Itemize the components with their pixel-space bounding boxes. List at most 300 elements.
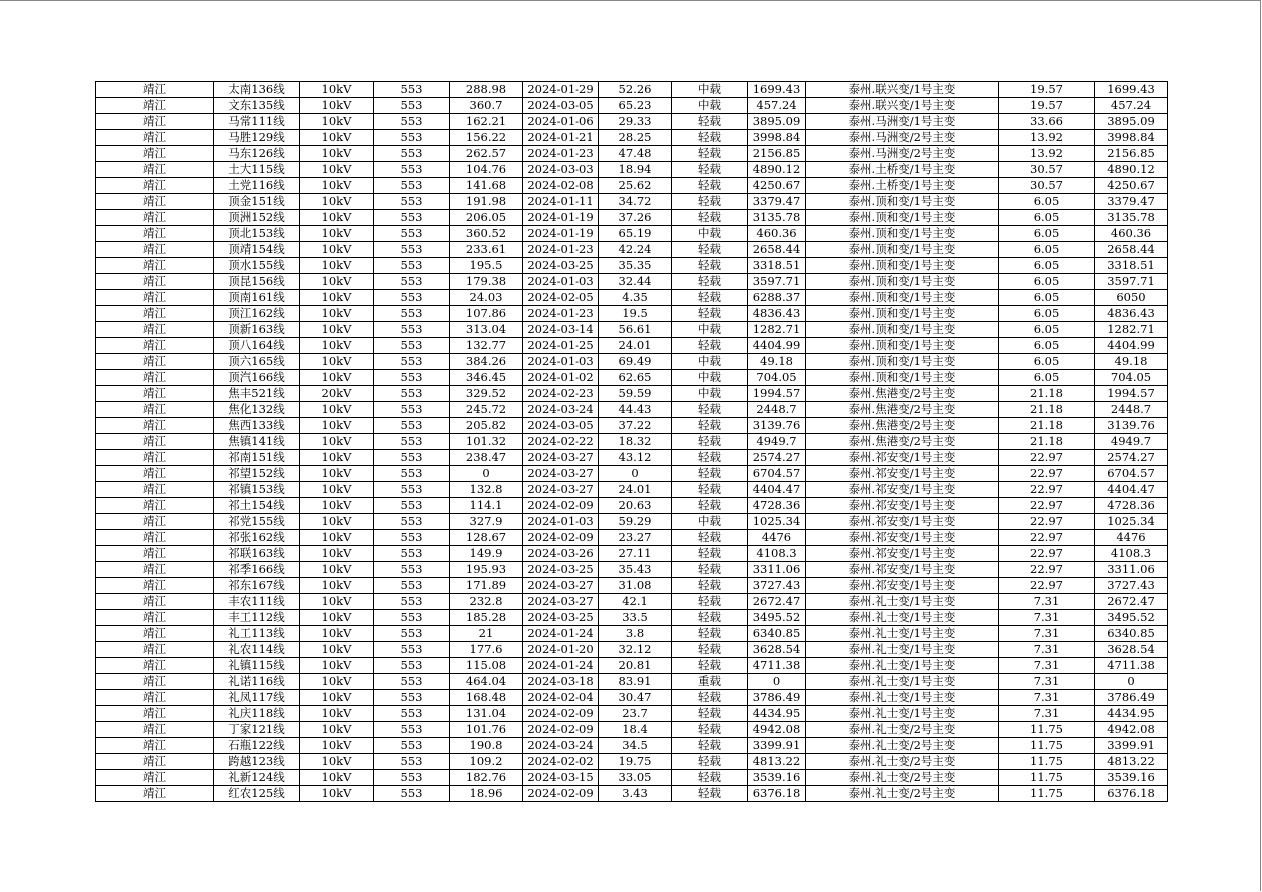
capacity-cell: 3379.47	[748, 194, 806, 210]
load-status-cell: 轻载	[672, 770, 748, 786]
transformer-cell: 泰州.顶和变/1号主变	[806, 226, 999, 242]
capacity-cell: 4108.3	[748, 546, 806, 562]
voltage-cell: 10kV	[300, 770, 374, 786]
col-553-cell: 553	[374, 162, 450, 178]
date-cell: 2024-01-03	[523, 514, 599, 530]
voltage-cell: 10kV	[300, 274, 374, 290]
transformer-cell: 泰州.联兴变/1号主变	[806, 98, 999, 114]
capacity-cell: 3895.09	[748, 114, 806, 130]
capacity-cell: 3399.91	[748, 738, 806, 754]
transformer-rate-cell: 6.05	[999, 274, 1095, 290]
district-cell: 靖江	[96, 114, 214, 130]
voltage-cell: 10kV	[300, 482, 374, 498]
voltage-cell: 10kV	[300, 546, 374, 562]
line-name-cell: 礼庆118线	[214, 706, 300, 722]
load-cell: 141.68	[450, 178, 523, 194]
district-cell: 靖江	[96, 386, 214, 402]
line-name-cell: 顶南161线	[214, 290, 300, 306]
col-553-cell: 553	[374, 642, 450, 658]
transformer-rate-cell: 7.31	[999, 626, 1095, 642]
date-cell: 2024-02-05	[523, 290, 599, 306]
col-553-cell: 553	[374, 130, 450, 146]
date-cell: 2024-02-09	[523, 722, 599, 738]
capacity-cell: 4813.22	[748, 754, 806, 770]
transformer-cell: 泰州.顶和变/1号主变	[806, 242, 999, 258]
capacity-cell: 4836.43	[748, 306, 806, 322]
district-cell: 靖江	[96, 626, 214, 642]
load-status-cell: 轻载	[672, 130, 748, 146]
voltage-cell: 10kV	[300, 642, 374, 658]
available-cell: 3139.76	[1095, 418, 1168, 434]
col-553-cell: 553	[374, 114, 450, 130]
transformer-rate-cell: 6.05	[999, 258, 1095, 274]
transformer-rate-cell: 30.57	[999, 178, 1095, 194]
voltage-cell: 10kV	[300, 610, 374, 626]
line-name-cell: 焦化132线	[214, 402, 300, 418]
date-cell: 2024-03-25	[523, 562, 599, 578]
voltage-cell: 10kV	[300, 338, 374, 354]
district-cell: 靖江	[96, 690, 214, 706]
district-cell: 靖江	[96, 274, 214, 290]
load-rate-cell: 59.29	[599, 514, 672, 530]
col-553-cell: 553	[374, 98, 450, 114]
transformer-cell: 泰州.顶和变/1号主变	[806, 370, 999, 386]
transformer-cell: 泰州.礼士变/1号主变	[806, 642, 999, 658]
district-cell: 靖江	[96, 706, 214, 722]
load-rate-cell: 27.11	[599, 546, 672, 562]
date-cell: 2024-02-23	[523, 386, 599, 402]
available-cell: 4949.7	[1095, 434, 1168, 450]
district-cell: 靖江	[96, 450, 214, 466]
voltage-cell: 10kV	[300, 626, 374, 642]
line-name-cell: 祁土154线	[214, 498, 300, 514]
table-row	[96, 738, 1168, 754]
transformer-rate-cell: 6.05	[999, 354, 1095, 370]
district-cell: 靖江	[96, 194, 214, 210]
load-cell: 24.03	[450, 290, 523, 306]
voltage-cell: 10kV	[300, 178, 374, 194]
date-cell: 2024-02-22	[523, 434, 599, 450]
load-status-cell: 轻载	[672, 610, 748, 626]
col-553-cell: 553	[374, 498, 450, 514]
voltage-cell: 10kV	[300, 418, 374, 434]
line-name-cell: 顶水155线	[214, 258, 300, 274]
col-553-cell: 553	[374, 418, 450, 434]
table-row	[96, 146, 1168, 162]
col-553-cell: 553	[374, 722, 450, 738]
capacity-cell: 3786.49	[748, 690, 806, 706]
district-cell: 靖江	[96, 498, 214, 514]
voltage-cell: 10kV	[300, 258, 374, 274]
transformer-rate-cell: 7.31	[999, 674, 1095, 690]
transformer-rate-cell: 19.57	[999, 82, 1095, 98]
load-rate-cell: 62.65	[599, 370, 672, 386]
capacity-cell: 4404.47	[748, 482, 806, 498]
load-cell: 360.7	[450, 98, 523, 114]
load-status-cell: 轻载	[672, 594, 748, 610]
load-cell: 162.21	[450, 114, 523, 130]
load-cell: 346.45	[450, 370, 523, 386]
table-row	[96, 226, 1168, 242]
load-status-cell: 轻载	[672, 482, 748, 498]
available-cell: 2672.47	[1095, 594, 1168, 610]
table-row	[96, 130, 1168, 146]
load-rate-cell: 56.61	[599, 322, 672, 338]
transformer-rate-cell: 21.18	[999, 386, 1095, 402]
load-rate-cell: 37.26	[599, 210, 672, 226]
district-cell: 靖江	[96, 290, 214, 306]
voltage-cell: 10kV	[300, 434, 374, 450]
load-rate-cell: 18.32	[599, 434, 672, 450]
col-553-cell: 553	[374, 178, 450, 194]
transformer-cell: 泰州.祁安变/1号主变	[806, 498, 999, 514]
transformer-rate-cell: 21.18	[999, 434, 1095, 450]
load-rate-cell: 3.43	[599, 786, 672, 802]
load-rate-cell: 34.5	[599, 738, 672, 754]
district-cell: 靖江	[96, 146, 214, 162]
load-status-cell: 中载	[672, 82, 748, 98]
voltage-cell: 10kV	[300, 402, 374, 418]
voltage-cell: 10kV	[300, 370, 374, 386]
load-status-cell: 轻载	[672, 722, 748, 738]
capacity-cell: 4949.7	[748, 434, 806, 450]
load-status-cell: 轻载	[672, 466, 748, 482]
load-cell: 21	[450, 626, 523, 642]
load-cell: 182.76	[450, 770, 523, 786]
transformer-rate-cell: 22.97	[999, 498, 1095, 514]
load-cell: 195.93	[450, 562, 523, 578]
load-rate-cell: 35.35	[599, 258, 672, 274]
table-row	[96, 322, 1168, 338]
voltage-cell: 10kV	[300, 706, 374, 722]
transformer-rate-cell: 21.18	[999, 402, 1095, 418]
voltage-cell: 10kV	[300, 114, 374, 130]
line-name-cell: 顶北153线	[214, 226, 300, 242]
transformer-rate-cell: 6.05	[999, 370, 1095, 386]
load-status-cell: 轻载	[672, 274, 748, 290]
capacity-cell: 1994.57	[748, 386, 806, 402]
available-cell: 3135.78	[1095, 210, 1168, 226]
transformer-rate-cell: 6.05	[999, 338, 1095, 354]
date-cell: 2024-01-20	[523, 642, 599, 658]
date-cell: 2024-03-25	[523, 258, 599, 274]
load-rate-cell: 47.48	[599, 146, 672, 162]
line-name-cell: 礼工113线	[214, 626, 300, 642]
available-cell: 2448.7	[1095, 402, 1168, 418]
available-cell: 4728.36	[1095, 498, 1168, 514]
transformer-rate-cell: 6.05	[999, 210, 1095, 226]
col-553-cell: 553	[374, 546, 450, 562]
capacity-cell: 2574.27	[748, 450, 806, 466]
transformer-rate-cell: 21.18	[999, 418, 1095, 434]
district-cell: 靖江	[96, 514, 214, 530]
date-cell: 2024-01-19	[523, 210, 599, 226]
date-cell: 2024-03-03	[523, 162, 599, 178]
load-rate-cell: 0	[599, 466, 672, 482]
load-status-cell: 轻载	[672, 706, 748, 722]
load-cell: 149.9	[450, 546, 523, 562]
transformer-cell: 泰州.马洲变/2号主变	[806, 146, 999, 162]
available-cell: 3597.71	[1095, 274, 1168, 290]
load-rate-cell: 31.08	[599, 578, 672, 594]
date-cell: 2024-01-23	[523, 306, 599, 322]
col-553-cell: 553	[374, 274, 450, 290]
load-status-cell: 轻载	[672, 786, 748, 802]
table-row	[96, 210, 1168, 226]
table-row	[96, 562, 1168, 578]
district-cell: 靖江	[96, 370, 214, 386]
transformer-cell: 泰州.顶和变/1号主变	[806, 354, 999, 370]
load-cell: 195.5	[450, 258, 523, 274]
district-cell: 靖江	[96, 354, 214, 370]
date-cell: 2024-03-27	[523, 466, 599, 482]
district-cell: 靖江	[96, 434, 214, 450]
load-cell: 156.22	[450, 130, 523, 146]
transformer-rate-cell: 7.31	[999, 706, 1095, 722]
date-cell: 2024-03-24	[523, 738, 599, 754]
line-name-cell: 丰农111线	[214, 594, 300, 610]
voltage-cell: 10kV	[300, 242, 374, 258]
col-553-cell: 553	[374, 738, 450, 754]
voltage-cell: 10kV	[300, 498, 374, 514]
capacity-cell: 4434.95	[748, 706, 806, 722]
load-cell: 177.6	[450, 642, 523, 658]
line-name-cell: 石瓶122线	[214, 738, 300, 754]
table-row	[96, 290, 1168, 306]
load-rate-cell: 65.23	[599, 98, 672, 114]
voltage-cell: 10kV	[300, 162, 374, 178]
transformer-rate-cell: 6.05	[999, 242, 1095, 258]
voltage-cell: 10kV	[300, 674, 374, 690]
transformer-rate-cell: 22.97	[999, 578, 1095, 594]
capacity-cell: 2672.47	[748, 594, 806, 610]
transformer-cell: 泰州.礼士变/2号主变	[806, 770, 999, 786]
date-cell: 2024-01-03	[523, 274, 599, 290]
transformer-cell: 泰州.礼士变/1号主变	[806, 658, 999, 674]
transformer-rate-cell: 11.75	[999, 770, 1095, 786]
load-rate-cell: 37.22	[599, 418, 672, 434]
date-cell: 2024-03-27	[523, 450, 599, 466]
line-name-cell: 丁家121线	[214, 722, 300, 738]
load-rate-cell: 52.26	[599, 82, 672, 98]
transformer-cell: 泰州.顶和变/1号主变	[806, 274, 999, 290]
load-cell: 262.57	[450, 146, 523, 162]
available-cell: 3379.47	[1095, 194, 1168, 210]
load-status-cell: 轻载	[672, 290, 748, 306]
district-cell: 靖江	[96, 210, 214, 226]
capacity-cell: 3311.06	[748, 562, 806, 578]
capacity-cell: 3727.43	[748, 578, 806, 594]
transformer-cell: 泰州.马洲变/2号主变	[806, 130, 999, 146]
load-rate-cell: 34.72	[599, 194, 672, 210]
available-cell: 3318.51	[1095, 258, 1168, 274]
district-cell: 靖江	[96, 738, 214, 754]
load-status-cell: 轻载	[672, 434, 748, 450]
date-cell: 2024-01-25	[523, 338, 599, 354]
line-name-cell: 祁望152线	[214, 466, 300, 482]
available-cell: 3495.52	[1095, 610, 1168, 626]
load-rate-cell: 4.35	[599, 290, 672, 306]
date-cell: 2024-02-09	[523, 706, 599, 722]
line-name-cell: 顶六165线	[214, 354, 300, 370]
load-cell: 313.04	[450, 322, 523, 338]
load-cell: 232.8	[450, 594, 523, 610]
table-row	[96, 178, 1168, 194]
line-name-cell: 丰工112线	[214, 610, 300, 626]
load-status-cell: 中载	[672, 226, 748, 242]
district-cell: 靖江	[96, 658, 214, 674]
load-cell: 327.9	[450, 514, 523, 530]
load-rate-cell: 18.94	[599, 162, 672, 178]
transformer-rate-cell: 7.31	[999, 594, 1095, 610]
load-status-cell: 轻载	[672, 450, 748, 466]
line-name-cell: 顶金151线	[214, 194, 300, 210]
capacity-cell: 4476	[748, 530, 806, 546]
transformer-cell: 泰州.祁安变/1号主变	[806, 450, 999, 466]
transformer-rate-cell: 22.97	[999, 546, 1095, 562]
date-cell: 2024-03-18	[523, 674, 599, 690]
date-cell: 2024-01-23	[523, 242, 599, 258]
transformer-rate-cell: 7.31	[999, 610, 1095, 626]
capacity-cell: 4711.38	[748, 658, 806, 674]
line-name-cell: 礼新124线	[214, 770, 300, 786]
col-553-cell: 553	[374, 658, 450, 674]
table-row	[96, 578, 1168, 594]
transformer-cell: 泰州.礼士变/2号主变	[806, 754, 999, 770]
line-name-cell: 顶昆156线	[214, 274, 300, 290]
date-cell: 2024-01-23	[523, 146, 599, 162]
load-cell: 101.32	[450, 434, 523, 450]
line-name-cell: 马胜129线	[214, 130, 300, 146]
load-status-cell: 轻载	[672, 146, 748, 162]
voltage-cell: 10kV	[300, 226, 374, 242]
transformer-rate-cell: 13.92	[999, 130, 1095, 146]
date-cell: 2024-03-26	[523, 546, 599, 562]
col-553-cell: 553	[374, 450, 450, 466]
col-553-cell: 553	[374, 610, 450, 626]
load-rate-cell: 42.1	[599, 594, 672, 610]
transformer-rate-cell: 22.97	[999, 482, 1095, 498]
date-cell: 2024-03-05	[523, 418, 599, 434]
load-status-cell: 轻载	[672, 242, 748, 258]
load-status-cell: 重载	[672, 674, 748, 690]
transformer-rate-cell: 22.97	[999, 450, 1095, 466]
capacity-cell: 6704.57	[748, 466, 806, 482]
line-name-cell: 红农125线	[214, 786, 300, 802]
transformer-cell: 泰州.顶和变/1号主变	[806, 306, 999, 322]
col-553-cell: 553	[374, 690, 450, 706]
capacity-cell: 3495.52	[748, 610, 806, 626]
line-name-cell: 焦镇141线	[214, 434, 300, 450]
capacity-cell: 1282.71	[748, 322, 806, 338]
table-body	[96, 82, 1168, 802]
voltage-cell: 10kV	[300, 146, 374, 162]
line-name-cell: 太南136线	[214, 82, 300, 98]
load-status-cell: 轻载	[672, 498, 748, 514]
voltage-cell: 10kV	[300, 754, 374, 770]
load-rate-cell: 18.4	[599, 722, 672, 738]
load-status-cell: 轻载	[672, 258, 748, 274]
available-cell: 457.24	[1095, 98, 1168, 114]
voltage-cell: 20kV	[300, 386, 374, 402]
transformer-rate-cell: 7.31	[999, 690, 1095, 706]
table-row	[96, 690, 1168, 706]
load-rate-cell: 32.12	[599, 642, 672, 658]
col-553-cell: 553	[374, 370, 450, 386]
load-rate-cell: 19.5	[599, 306, 672, 322]
load-cell: 132.8	[450, 482, 523, 498]
transformer-cell: 泰州.顶和变/1号主变	[806, 194, 999, 210]
line-name-cell: 文东135线	[214, 98, 300, 114]
voltage-cell: 10kV	[300, 466, 374, 482]
line-name-cell: 顶洲152线	[214, 210, 300, 226]
table-row	[96, 434, 1168, 450]
line-name-cell: 祁季166线	[214, 562, 300, 578]
table-row	[96, 626, 1168, 642]
load-status-cell: 轻载	[672, 114, 748, 130]
load-status-cell: 中载	[672, 322, 748, 338]
capacity-cell: 2658.44	[748, 242, 806, 258]
table-row	[96, 402, 1168, 418]
table-row	[96, 98, 1168, 114]
load-cell: 238.47	[450, 450, 523, 466]
load-cell: 464.04	[450, 674, 523, 690]
voltage-cell: 10kV	[300, 562, 374, 578]
table-row	[96, 770, 1168, 786]
table-row	[96, 658, 1168, 674]
available-cell: 3539.16	[1095, 770, 1168, 786]
date-cell: 2024-01-02	[523, 370, 599, 386]
available-cell: 3895.09	[1095, 114, 1168, 130]
district-cell: 靖江	[96, 402, 214, 418]
date-cell: 2024-01-29	[523, 82, 599, 98]
capacity-cell: 3539.16	[748, 770, 806, 786]
line-name-cell: 祁南151线	[214, 450, 300, 466]
district-cell: 靖江	[96, 786, 214, 802]
load-status-cell: 轻载	[672, 178, 748, 194]
load-cell: 185.28	[450, 610, 523, 626]
available-cell: 4890.12	[1095, 162, 1168, 178]
table-row	[96, 722, 1168, 738]
date-cell: 2024-01-11	[523, 194, 599, 210]
load-cell: 114.1	[450, 498, 523, 514]
voltage-cell: 10kV	[300, 738, 374, 754]
load-cell: 115.08	[450, 658, 523, 674]
col-553-cell: 553	[374, 530, 450, 546]
district-cell: 靖江	[96, 322, 214, 338]
transformer-cell: 泰州.礼士变/1号主变	[806, 706, 999, 722]
load-cell: 109.2	[450, 754, 523, 770]
transformer-rate-cell: 13.92	[999, 146, 1095, 162]
table-row	[96, 482, 1168, 498]
capacity-cell: 4942.08	[748, 722, 806, 738]
district-cell: 靖江	[96, 482, 214, 498]
available-cell: 4434.95	[1095, 706, 1168, 722]
district-cell: 靖江	[96, 242, 214, 258]
transformer-rate-cell: 6.05	[999, 290, 1095, 306]
district-cell: 靖江	[96, 754, 214, 770]
available-cell: 3399.91	[1095, 738, 1168, 754]
available-cell: 2574.27	[1095, 450, 1168, 466]
load-status-cell: 轻载	[672, 530, 748, 546]
table-row	[96, 754, 1168, 770]
capacity-cell: 6340.85	[748, 626, 806, 642]
col-553-cell: 553	[374, 786, 450, 802]
transformer-rate-cell: 6.05	[999, 194, 1095, 210]
table-row	[96, 354, 1168, 370]
line-name-cell: 跨越123线	[214, 754, 300, 770]
table-row	[96, 386, 1168, 402]
